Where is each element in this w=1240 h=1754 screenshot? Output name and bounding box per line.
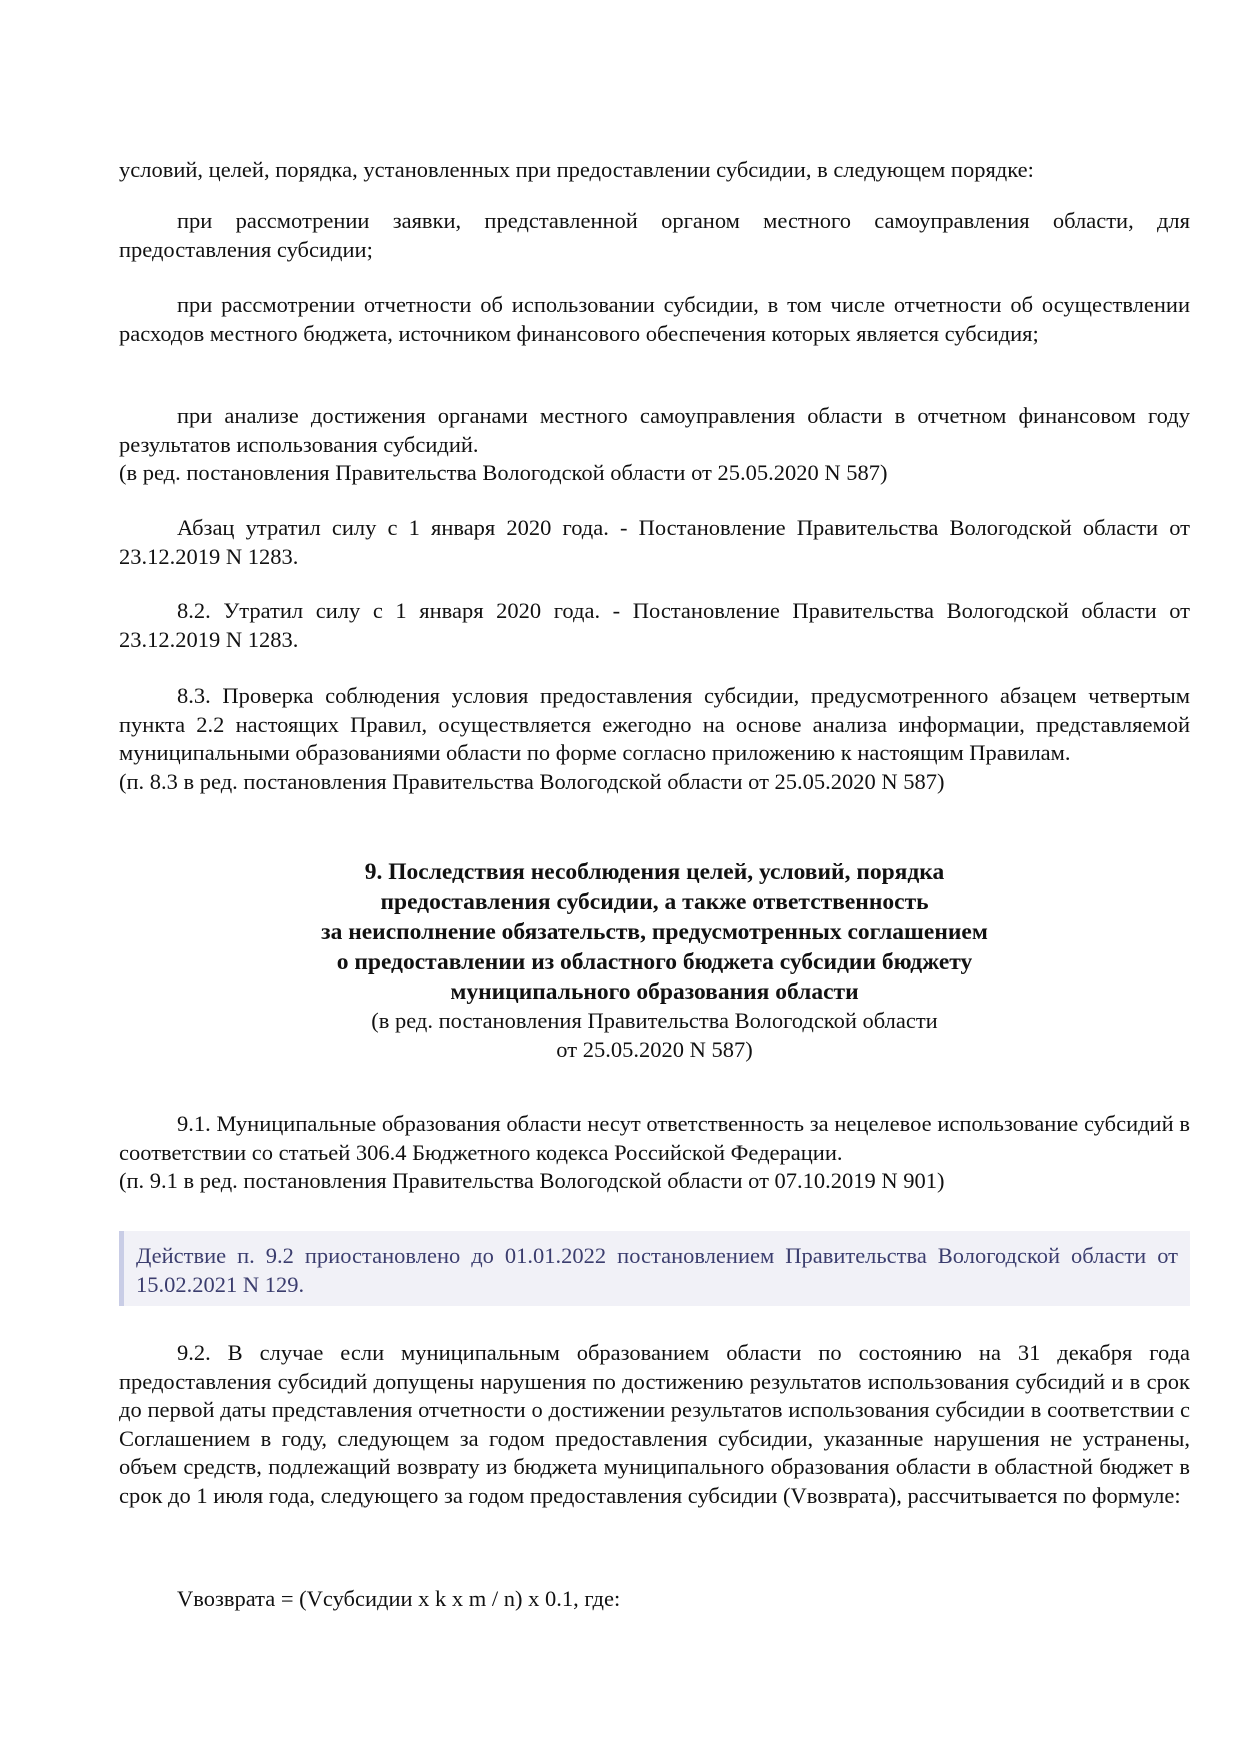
paragraph-text: при рассмотрении заявки, представленной органом местного самоуправления области, для предоставления субсидии; bbox=[119, 208, 1190, 262]
paragraph-text: 9.2. В случае если муниципальным образованием области по состоянию на 31 декабря года предоставления субсидий допущены нарушения по достижению результатов использования субсидий и в срок до первой даты представления отчетности о достижении результатов использования субсидии в соответствии с Соглашением в году, следующем за годом предоставления субсидии, указанные нарушения не устранены, объем средств, подлежащий возврату из бюджета муниципального образования области в областной бюджет в срок до 1 июля года, следующего за годом предоставления субсидии (Vвозврата), рассчитывается по формуле: bbox=[119, 1340, 1190, 1508]
callout-text: Действие п. 9.2 приостановлено до 01.01.2022 постановлением Правительства Вологодской области от 15.02.2021 N 129. bbox=[136, 1243, 1178, 1297]
paragraph-8-3 bbox=[119, 682, 1190, 796]
paragraph-repealed-abzac bbox=[119, 514, 1190, 571]
amendment-note: (п. 9.1 в ред. постановления Правительства Вологодской области от 07.10.2019 N 901) bbox=[119, 1168, 945, 1193]
heading-line: муниципального образования области bbox=[450, 979, 859, 1005]
formula-paragraph bbox=[119, 1585, 1190, 1614]
paragraph-9-1 bbox=[119, 1110, 1190, 1196]
paragraph-text: 8.3. Проверка соблюдения условия предоставления субсидии, предусмотренного абзацем четвертым пункта 2.2 настоящих Правил, осуществляется ежегодно на основе анализа информации, представляемой муниципальными образованиями области по форме согласно приложению к настоящим Правилам. bbox=[119, 683, 1190, 765]
amendment-note: (п. 8.3 в ред. постановления Правительства Вологодской области от 25.05.2020 N 587) bbox=[119, 768, 945, 794]
heading-note-line: (в ред. постановления Правительства Вологодской области bbox=[371, 1008, 938, 1033]
paragraph-report-review bbox=[119, 291, 1190, 348]
amendment-note: (в ред. постановления Правительства Вологодской области от 25.05.2020 N 587) bbox=[119, 460, 888, 485]
paragraph-text: условий, целей, порядка, установленных при предоставлении субсидии, в следующем порядке: bbox=[119, 157, 1034, 182]
paragraph-8-2 bbox=[119, 597, 1190, 654]
heading-note-line: от 25.05.2020 N 587) bbox=[556, 1036, 753, 1062]
paragraph-application-review bbox=[119, 207, 1190, 264]
paragraph-9-2 bbox=[119, 1339, 1190, 1510]
heading-line: о предоставлении из областного бюджета субсидии бюджету bbox=[336, 949, 973, 975]
heading-line: 9. Последствия несоблюдения целей, условий, порядка bbox=[364, 859, 945, 885]
section-9-heading bbox=[119, 857, 1190, 1064]
paragraph-text: 8.2. Утратил силу с 1 января 2020 года. - Постановление Правительства Вологодской области от 23.12.2019 N 1283. bbox=[119, 598, 1190, 652]
paragraph-text: 9.1. Муниципальные образования области несут ответственность за нецелевое использование субсидий в соответствии со статьей 306.4 Бюджетного кодекса Российской Федерации. bbox=[119, 1111, 1190, 1165]
heading-line: за неисполнение обязательств, предусмотренных соглашением bbox=[321, 919, 988, 945]
paragraph-text: при анализе достижения органами местного самоуправления области в отчетном финансовом году результатов использования субсидий. bbox=[119, 403, 1190, 457]
paragraph-results-analysis bbox=[119, 402, 1190, 488]
suspension-callout bbox=[119, 1231, 1190, 1306]
formula-text: Vвозврата = (Vсубсидии x k x m / n) x 0.1, где: bbox=[177, 1586, 621, 1611]
paragraph-text: при рассмотрении отчетности об использовании субсидии, в том числе отчетности об осуществлении расходов местного бюджета, источником финансового обеспечения которых является субсидия; bbox=[119, 292, 1190, 346]
heading-line: предоставления субсидии, а также ответственность bbox=[380, 889, 929, 915]
paragraph-text: Абзац утратил силу с 1 января 2020 года. - Постановление Правительства Вологодской области от 23.12.2019 N 1283. bbox=[119, 515, 1190, 569]
paragraph-intro bbox=[119, 156, 1190, 185]
